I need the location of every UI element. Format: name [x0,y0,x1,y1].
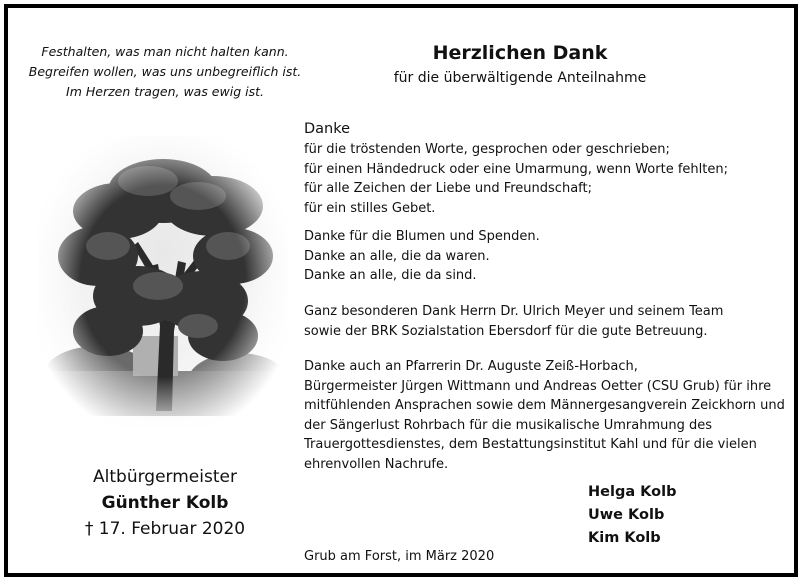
cross-icon: † [84,519,94,539]
signers [588,481,738,550]
deceased-block [36,464,294,542]
text-line: ehrenvollen Nachrufe. [304,456,449,472]
signer-name: Kim Kolb [588,530,661,546]
danke-intro: Danke [304,121,351,137]
poem-line: Festhalten, was man nicht halten kann. [41,44,289,59]
text-line: für ein stilles Gebet. [304,200,436,216]
death-date: 17. Februar 2020 [98,519,246,539]
tree-photo [38,136,288,426]
text-line: Danke an alle, die da waren. [304,248,490,264]
text-line: sowie der BRK Sozialstation Ebersdorf für die gute Betreuung. [304,323,708,339]
death-line [36,516,294,542]
deceased-name: Günther Kolb [101,493,229,513]
signer-name: Helga Kolb [588,484,677,500]
text-line: Danke auch an Pfarrerin Dr. Auguste Zeiß-Horbach, [304,359,638,374]
thanks-paragraph-2 [304,227,794,286]
thanks-paragraph-4 [304,357,794,474]
text-line: für einen Händedruck oder eine Umarmung, wenn Worte fehlten; [304,161,728,177]
thanks-paragraph-1 [304,118,794,218]
thanks-paragraph-3 [304,302,794,341]
deceased-title: Altbürgermeister [93,467,237,487]
signer-name: Uwe Kolb [588,507,665,523]
notice-frame [4,4,798,577]
poem-line: Im Herzen tragen, was ewig ist. [66,84,264,99]
place-date: Grub am Forst, im März 2020 [304,549,495,564]
heading: Herzlichen Dank [432,42,608,64]
text-line: Ganz besonderen Dank Herrn Dr. Ulrich Meyer und seinem Team [304,304,724,319]
text-line: mitfühlenden Ansprachen sowie dem Männergesangverein Zeickhorn und [304,398,785,413]
poem-line: Begreifen wollen, was uns unbegreiflich ist. [28,64,302,79]
poem [20,42,310,102]
subheading: für die überwältigende Anteilnahme [393,70,647,86]
text-line: der Sängerlust Rohrbach für die musikalische Umrahmung des [304,417,712,433]
text-line: Danke für die Blumen und Spenden. [304,229,540,244]
text-line: Bürgermeister Jürgen Wittmann und Andreas Oetter (CSU Grub) für ihre [304,378,772,394]
text-line: für alle Zeichen der Liebe und Freundschaft; [304,181,592,196]
text-line: für die tröstenden Worte, gesprochen oder geschrieben; [304,142,670,157]
text-line: Danke an alle, die da sind. [304,268,477,283]
text-line: Trauergottesdienstes, dem Bestattungsinstitut Kahl und für die vielen [304,437,757,452]
